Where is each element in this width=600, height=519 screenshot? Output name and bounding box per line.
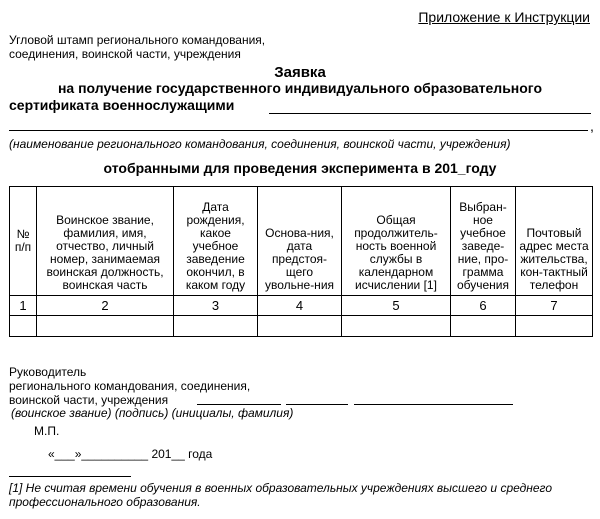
signature-block [9, 365, 250, 407]
comma: , [590, 118, 594, 134]
number-cell: 7 [516, 296, 593, 316]
appendix-label: Приложение к Инструкции [418, 9, 590, 25]
fill-line-2 [9, 130, 588, 131]
empty-cell [516, 316, 593, 337]
empty-cell [174, 316, 258, 337]
number-cell: 2 [37, 296, 174, 316]
empty-cell [342, 316, 451, 337]
signature-caption: (воинское звание) (подпись) (инициалы, фамилия) [11, 406, 294, 420]
page-subtitle: на получение государственного индивидуального образовательного [57, 80, 543, 96]
page-title: Заявка [274, 64, 326, 81]
signature-line [286, 404, 348, 405]
corner-stamp-line2: соединения, воинской части, учреждения [9, 47, 241, 61]
header-cell: № п/п [10, 187, 37, 296]
number-cell: 5 [342, 296, 451, 316]
name-note: (наименование регионального командования, соединения, воинской части, учреждения) [9, 137, 511, 151]
signature-line2: регионального командования, соединения, [9, 379, 251, 393]
fill-line-1 [269, 113, 591, 114]
header-cell: Дата рождения, какое учебное заведение окончил, в каком году [174, 187, 258, 296]
page-subtitle-2: сертификата военнослужащими [9, 97, 235, 113]
footnote-divider [9, 476, 131, 477]
header-cell: Почтовый адрес места жительства, кон-тактный телефон [516, 187, 593, 296]
header-cell: Воинское звание, фамилия, имя, отчество, личный номер, занимаемая воинская должность, воинская часть [37, 187, 174, 296]
table-row [10, 316, 593, 337]
corner-stamp [9, 33, 265, 61]
corner-stamp-line1: Угловой штамп регионального командования, [9, 33, 266, 47]
number-cell: 3 [174, 296, 258, 316]
table-number-row [10, 296, 593, 316]
empty-cell [10, 316, 37, 337]
seal-label: М.П. [34, 424, 60, 438]
number-cell: 4 [258, 296, 342, 316]
empty-cell [258, 316, 342, 337]
signature-line1: Руководитель [9, 365, 87, 379]
name-line [354, 404, 513, 405]
request-table [9, 186, 593, 337]
table-header-row [10, 187, 593, 296]
rank-line [197, 404, 281, 405]
header-cell: Общая продолжитель-ность военной службы в календарном исчислении [1] [342, 187, 451, 296]
number-cell: 6 [451, 296, 516, 316]
signature-line3: воинской части, учреждения [9, 393, 169, 407]
empty-cell [37, 316, 174, 337]
number-cell: 1 [10, 296, 37, 316]
header-cell: Основа-ния, дата предстоя-щего увольне-ния [258, 187, 342, 296]
date-line: «___»__________ 201__ года [48, 447, 213, 461]
empty-cell [451, 316, 516, 337]
selected-line: отобранными для проведения эксперимента в 201_году [103, 160, 497, 176]
footnote: [1] Не считая времени обучения в военных образовательных учреждениях высшего и среднего профессионального образования. [9, 481, 553, 509]
header-cell: Выбран-ное учебное заведе-ние, про-грамма обучения [451, 187, 516, 296]
